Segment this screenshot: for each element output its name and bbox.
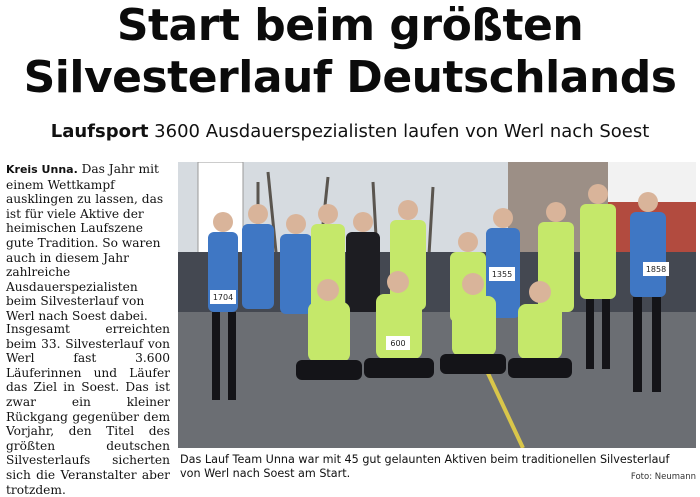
subheadline-kicker: Laufsport <box>50 121 149 142</box>
article-paragraph-2: Insgesamt erreichten beim 33. Silvesterlauf von Werl fast 3.600 Läuferinnen und Läufer das Ziel in Soest. Das ist zwar ein kleiner Rückgang gegenüber dem Vorjahr, den Titel des größten deutschen Silvesterlaufs sicherten sich die Veranstalter aber trotzdem. <box>6 322 170 497</box>
bib-number: 1858 <box>645 265 667 274</box>
team-photo <box>178 162 696 448</box>
headline-line-2: Silvesterlauf Deutschlands <box>23 52 677 103</box>
photo-caption: Das Lauf Team Unna war mit 45 gut gelaunten Aktiven beim traditionellen Silvesterlauf von Werl nach Soest am Start. <box>180 453 670 480</box>
subheadline <box>0 120 700 144</box>
dateline: Kreis Unna. <box>6 163 78 176</box>
subheadline-text: 3600 Ausdauerspezialisten laufen von Werl nach Soest <box>154 121 650 142</box>
headline-line-1: Start beim größten <box>116 0 584 51</box>
paragraph-1-text: Das Jahr mit einem Wettkampf ausklingen zu lassen, das ist für viele Aktive der heimischen Laufszene gute Tradition. So waren auch in diesem Jahr zahlreiche Ausdauerspezialisten beim Silvesterlauf von Werl nach Soest dabei. <box>6 162 164 323</box>
photo-credit: Foto: Neumann <box>630 472 696 482</box>
bib-number: 600 <box>390 339 406 348</box>
asphalt-street <box>178 312 696 448</box>
bib-number: 1355 <box>491 270 513 279</box>
bib-number: 1704 <box>212 293 234 302</box>
article-paragraph-1 <box>6 162 170 324</box>
